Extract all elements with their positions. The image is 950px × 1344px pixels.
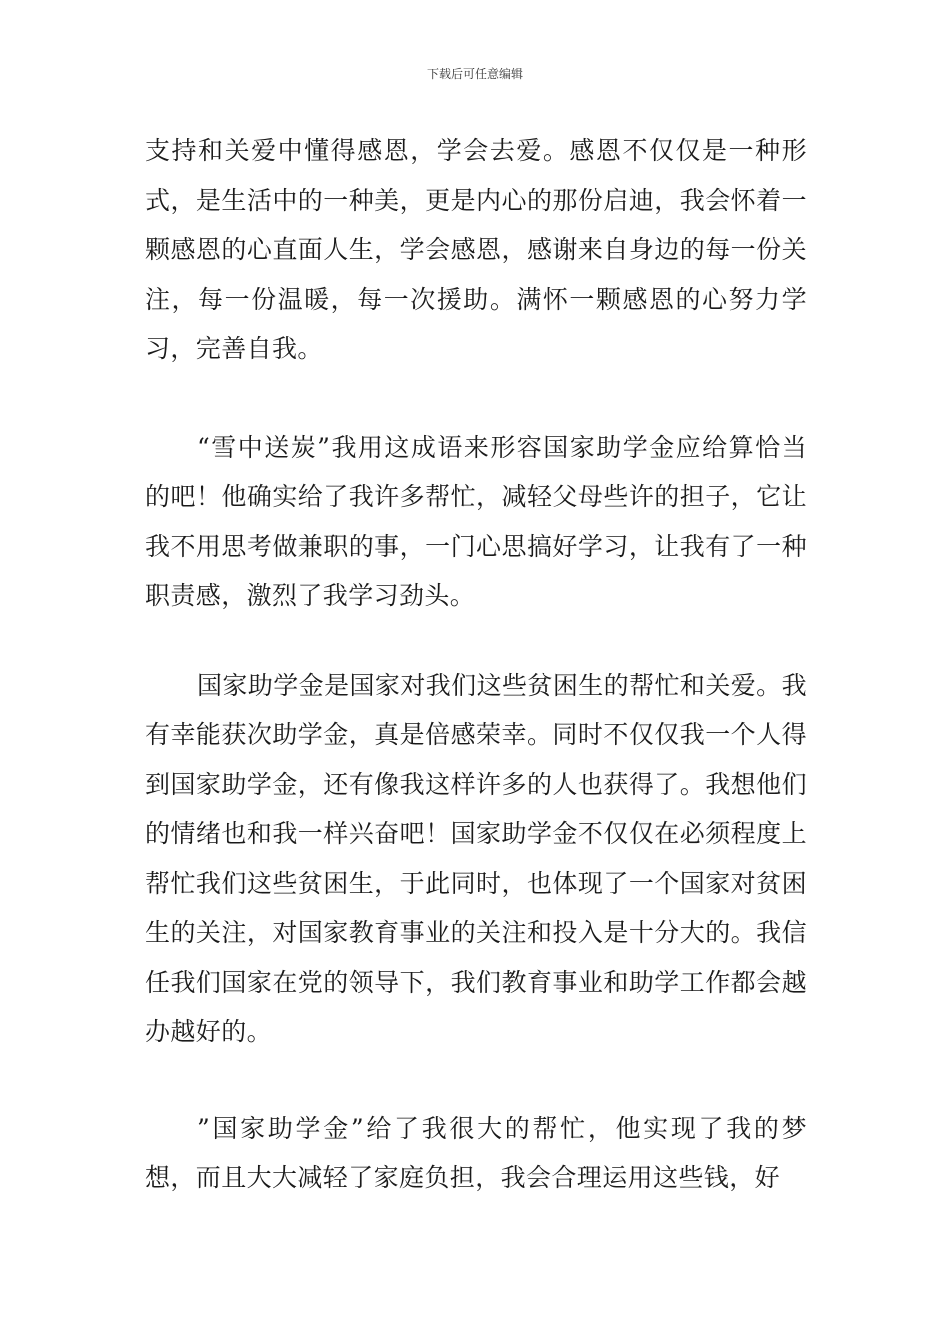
paragraph-1: 支持和关爱中懂得感恩，学会去爱。感恩不仅仅是一种形式，是生活中的一种美，更是内心的那份启迪，我会怀着一颗感恩的心直面人生，学会感恩，感谢来自身边的每一份关注，每一份温暖，每一次援助。满怀一颗感恩的心努力学习，完善自我。 xyxy=(145,136,807,363)
paragraph-4: ”国家助学金”给了我很大的帮忙，他实现了我的梦想，而且大大减轻了家庭负担，我会合理运用这些钱，好 xyxy=(145,1113,807,1192)
document-body xyxy=(145,126,807,1203)
paragraph-3: 国家助学金是国家对我们这些贫困生的帮忙和关爱。我有幸能获次助学金，真是倍感荣幸。同时不仅仅我一个人得到国家助学金，还有像我这样许多的人也获得了。我想他们的情绪也和我一样兴奋吧！国家助学金不仅仅在必须程度上帮忙我们这些贫困生，于此同时，也体现了一个国家对贫困生的关注，对国家教育事业的关注和投入是十分大的。我信任我们国家在党的领导下，我们教育事业和助学工作都会越办越好的。 xyxy=(145,670,807,1046)
page-header: 下载后可任意编辑 xyxy=(426,67,523,81)
paragraph-2: “雪中送炭”我用这成语来形容国家助学金应给算恰当的吧！他确实给了我许多帮忙，减轻父母些许的担子，它让我不用思考做兼职的事，一门心思搞好学习，让我有了一种职责感，激烈了我学习劲头。 xyxy=(145,432,807,610)
